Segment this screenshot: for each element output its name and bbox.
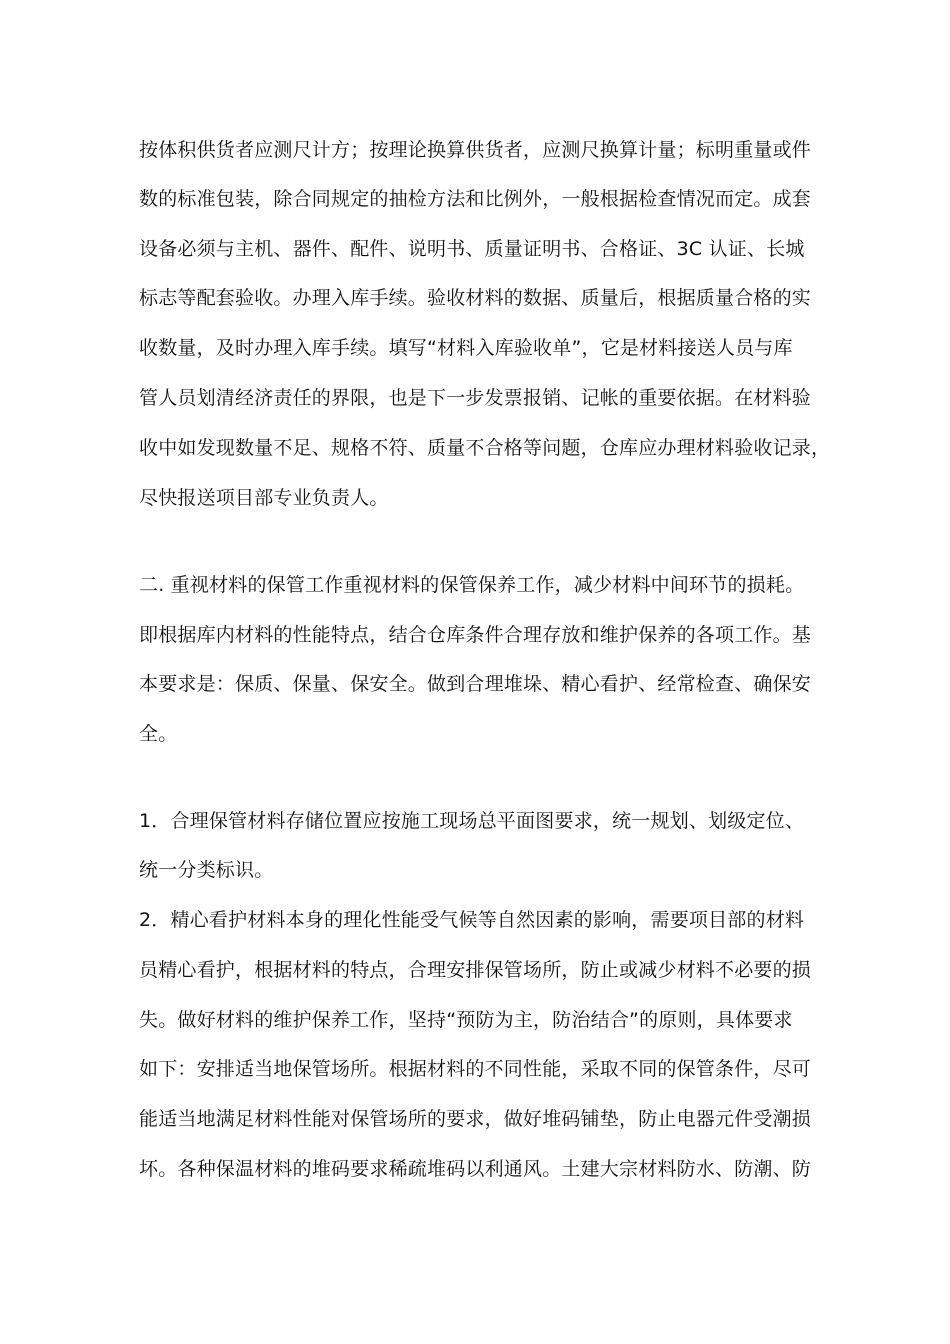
- text-line: 如下：安排适当地保管场所。根据材料的不同性能，采取不同的保管条件，尽可: [139, 1058, 812, 1080]
- section-heading-line: 二. 重视材料的保管工作重视材料的保管保养工作，减少材料中间环节的损耗。: [139, 574, 805, 596]
- text-line: 按体积供货者应测尺计方；按理论换算供货者，应测尺换算计量；标明重量或件: [139, 139, 812, 161]
- text-line: 坏。各种保温材料的堆码要求稀疏堆码以利通风。土建大宗材料防水、防潮、防: [139, 1158, 812, 1180]
- text-line: 收中如发现数量不足、规格不符、质量不合格等问题，仓库应办理材料验收记录，: [139, 437, 831, 459]
- text-line: 失。做好材料的维护保养工作，坚持“预防为主，防治结合”的原则，具体要求: [139, 1009, 793, 1031]
- text-line: 本要求是：保质、保量、保安全。做到合理堆垛、精心看护、经常检查、确保安: [139, 673, 812, 695]
- text-line: 员精心看护，根据材料的特点，合理安排保管场所，防止或减少材料不必要的损: [139, 959, 812, 981]
- text-line: 数的标准包装，除合同规定的抽检方法和比例外，一般根据检查情况而定。成套: [139, 188, 812, 210]
- text-line: 尽快报送项目部专业负责人。: [139, 487, 389, 509]
- text-line: 标志等配套验收。办理入库手续。验收材料的数据、质量后，根据质量合格的实: [139, 287, 812, 309]
- text-line: 全。: [139, 723, 178, 745]
- text-line: 统一分类标识。: [139, 859, 274, 881]
- text-line: 即根据库内材料的性能特点，结合仓库条件合理存放和维护保养的各项工作。基: [139, 624, 812, 646]
- text-line: 1．合理保管材料存储位置应按施工现场总平面图要求，统一规划、划级定位、: [139, 810, 805, 832]
- text-line: 收数量，及时办理入库手续。填写“材料入库验收单”，它是材料接送人员与库: [139, 337, 793, 359]
- text-line: 能适当地满足材料性能对保管场所的要求，做好堆码铺垫，防止电器元件受潮损: [139, 1108, 812, 1130]
- text-line: 管人员划清经济责任的界限，也是下一步发票报销、记帐的重要依据。在材料验: [139, 387, 812, 409]
- text-line: 设备必须与主机、器件、配件、说明书、质量证明书、合格证、3C 认证、长城: [139, 238, 805, 260]
- text-line: 2．精心看护材料本身的理化性能受气候等自然因素的影响，需要项目部的材料: [139, 909, 805, 931]
